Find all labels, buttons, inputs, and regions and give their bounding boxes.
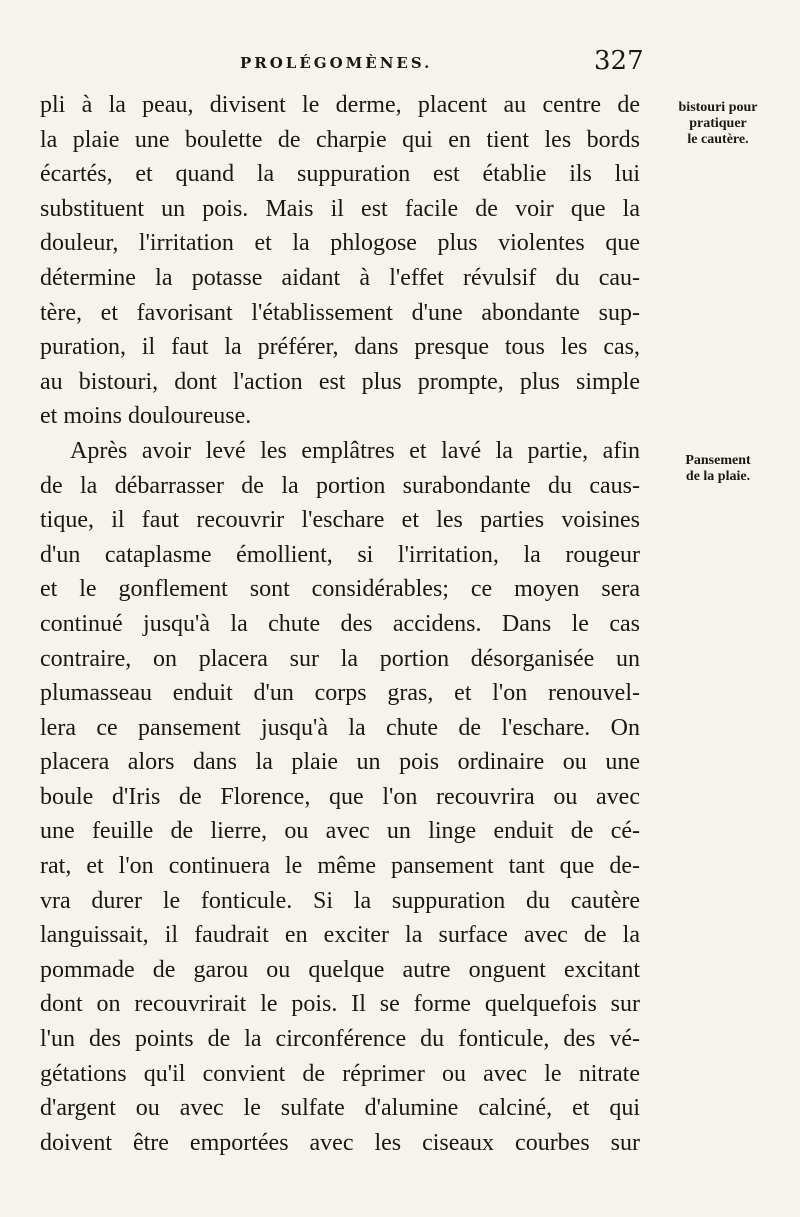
text-line: rat, et l'on continuera le même pansement tant que de- [40, 853, 640, 880]
text-line: détermine la potasse aidant à l'effet révulsif du cau- [40, 264, 640, 291]
text-line: et le gonflement sont considérables; ce moyen sera [40, 576, 640, 603]
text-line: substituent un pois. Mais il est facile de voir que la [40, 195, 640, 222]
text-line: une feuille de lierre, ou avec un linge enduit de cé- [40, 818, 640, 845]
text-line: puration, il faut la préférer, dans presque tous les cas, [40, 334, 640, 361]
text-line: gétations qu'il convient de réprimer ou avec le nitrate [40, 1060, 640, 1087]
text-line: tère, et favorisant l'établissement d'une abondante sup- [40, 299, 640, 326]
text-line: au bistouri, dont l'action est plus prompte, plus simple [40, 368, 640, 395]
text-line: et moins douloureuse. [40, 403, 252, 430]
text-line: douleur, l'irritation et la phlogose plus violentes que [40, 230, 640, 257]
running-title: PROLÉGOMÈNES. [240, 54, 433, 72]
body-text [40, 88, 640, 1160]
text-line: dont on recouvrirait le pois. Il se forme quelquefois sur [40, 991, 640, 1018]
text-line: la plaie une boulette de charpie qui en tient les bords [40, 126, 640, 153]
text-line: languissait, il faudrait en exciter la surface avec de la [40, 922, 640, 949]
margin-note-line: de la plaie. [685, 469, 751, 484]
text-line: boule d'Iris de Florence, que l'on recouvrira ou avec [40, 783, 640, 810]
text-line: doivent être emportées avec les ciseaux courbes sur [40, 1129, 640, 1156]
margin-note-line: bistouri pour [678, 100, 758, 115]
text-line: pli à la peau, divisent le derme, placent au centre de [40, 92, 640, 118]
text-line: écartés, et quand la suppuration est établie ils lui [40, 161, 640, 188]
margin-note-line: pratiquer [689, 116, 747, 131]
margin-note-line: Pansement [685, 453, 751, 468]
text-line: continué jusqu'à la chute des accidens. Dans le cas [40, 610, 640, 637]
text-line: de la débarrasser de la portion surabondante du caus- [40, 472, 640, 499]
page-number: 327 [594, 46, 644, 76]
text-line: l'un des points de la circonférence du fonticule, des vé- [40, 1026, 640, 1053]
text-line: d'un cataplasme émollient, si l'irritation, la rougeur [40, 541, 640, 568]
text-line: pommade de garou ou quelque autre onguent excitant [40, 956, 640, 983]
text-line: plumasseau enduit d'un corps gras, et l'on renouvel- [40, 680, 640, 707]
margin-note-bistouri [648, 100, 788, 148]
margin-note-line: le cautère. [687, 132, 749, 147]
text-line: vra durer le fonticule. Si la suppuration du cautère [40, 887, 640, 914]
text-line: placera alors dans la plaie un pois ordinaire ou une [40, 749, 640, 776]
text-line: contraire, on placera sur la portion désorganisée un [40, 645, 640, 672]
paragraph-1 [40, 88, 640, 434]
paragraph-2 [40, 434, 640, 1160]
text-line: tique, il faut recouvrir l'eschare et les parties voisines [40, 507, 640, 534]
text-line: lera ce pansement jusqu'à la chute de l'eschare. On [40, 714, 640, 741]
margin-note-pansement [648, 453, 788, 485]
text-line: d'argent ou avec le sulfate d'alumine calciné, et qui [40, 1095, 640, 1122]
text-line: Après avoir levé les emplâtres et lavé la partie, afin [70, 437, 640, 464]
